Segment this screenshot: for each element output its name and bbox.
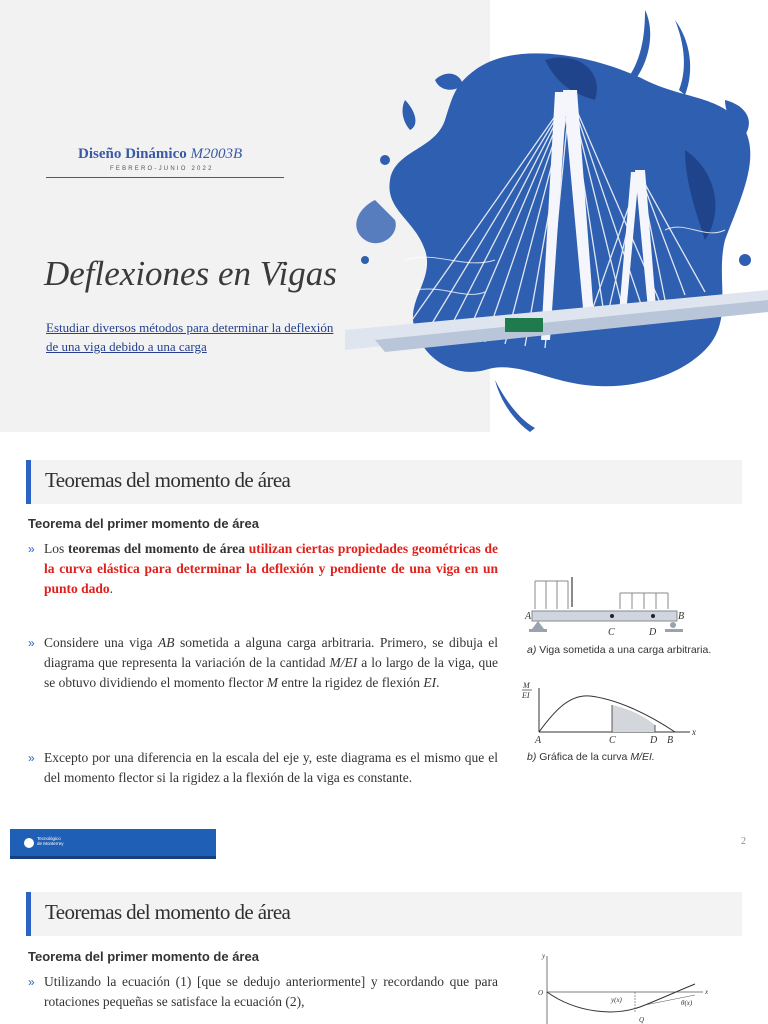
page-number: 2 xyxy=(741,836,746,847)
caption-var: M/EI. xyxy=(630,751,655,763)
label-O: O xyxy=(538,989,544,997)
section-title: Teoremas del momento de área xyxy=(45,468,291,492)
math-var: M/EI xyxy=(329,655,358,670)
label-y: y xyxy=(542,952,546,960)
text-run: . xyxy=(436,675,440,690)
slide-3 xyxy=(0,872,768,1024)
slide-subtitle: Estudiar diversos métodos para determinar la deflexión de una viga debido a una carga xyxy=(46,320,334,354)
course-divider xyxy=(46,177,284,178)
label-D: D xyxy=(649,627,657,638)
label-Q: Q xyxy=(639,1016,645,1024)
bullet-text: Excepto por una diferencia en la escala del eje y, este diagrama es el mismo que el del momento flector si la rigidez a la flexión de la viga es constante. xyxy=(44,750,498,785)
math-var: M xyxy=(266,675,278,690)
label-C: C xyxy=(609,735,616,746)
label-EI: EI xyxy=(522,691,530,700)
subheading: Teorema del primer momento de área xyxy=(28,516,259,531)
label-yx: y(x) xyxy=(611,996,622,1004)
header-accent-bar xyxy=(26,892,31,936)
bullet-1 xyxy=(28,972,498,1012)
subheading: Teorema del primer momento de área xyxy=(28,949,259,964)
curve-axis-labels xyxy=(530,732,690,746)
slide-title: Deflexiones en Vigas xyxy=(44,254,337,293)
bullet-marker: » xyxy=(28,542,35,556)
logo-text: de Monterrey xyxy=(37,841,64,846)
caption-letter: a) xyxy=(527,644,537,656)
caption-text: Viga sometida a una carga arbitraria. xyxy=(539,644,712,656)
bullet-3 xyxy=(28,748,498,788)
math-var: AB xyxy=(157,635,175,650)
highlighted-text: utilizan ciertas propiedades geométricas de la curva elástica para determinar la deflexión y pendiente de una viga en un punto dado xyxy=(44,541,499,596)
text-run: entre la rigidez de flexión xyxy=(277,675,424,690)
course-code: M2003B xyxy=(190,146,243,162)
logo-text: Tecnológico xyxy=(37,836,61,841)
header-accent-bar xyxy=(26,460,31,504)
caption-text: Gráfica de la curva xyxy=(539,751,628,763)
caption-letter: b) xyxy=(527,751,537,763)
bullet-marker: » xyxy=(28,975,35,989)
caption-b xyxy=(527,751,655,763)
institution-logo xyxy=(10,829,216,857)
label-x: x xyxy=(692,727,696,737)
semester-label: FEBRERO-JUNIO 2022 xyxy=(110,166,214,172)
course-name: Diseño Dinámico xyxy=(78,146,187,162)
bullet-text: Utilizando la ecuación (1) [que se dedujo anteriormente] y recordando que para rotaciones pequeñas se satisface la ecuación (2), xyxy=(44,974,498,1009)
bullet-1 xyxy=(28,539,498,599)
label-B: B xyxy=(667,735,674,746)
bullet-marker: » xyxy=(28,751,35,765)
label-D: D xyxy=(650,735,658,746)
caption-a xyxy=(527,644,711,656)
logo-icon xyxy=(24,838,34,848)
label-C: C xyxy=(608,627,615,638)
bullet-2 xyxy=(28,633,498,693)
bullet-marker: » xyxy=(28,636,35,650)
text-run: sometida a alguna carga arbitraria. Primero, se dibuja el diagrama que representa la variación de la cantidad xyxy=(44,635,498,670)
text-run: . xyxy=(109,581,114,596)
deflection-figure xyxy=(535,950,720,1024)
label-M: M xyxy=(523,681,530,690)
label-x: x xyxy=(705,988,709,996)
title-slide xyxy=(0,0,768,432)
section-header xyxy=(26,460,742,504)
label-A: A xyxy=(525,611,532,622)
math-var: EI xyxy=(423,675,437,690)
text-run: Considere una viga xyxy=(44,635,158,650)
course-title xyxy=(78,146,242,163)
label-theta: θ(x) xyxy=(681,999,693,1007)
bold-term: teoremas del momento de área xyxy=(67,541,245,556)
bridge-splash-image xyxy=(345,0,768,432)
slide-2 xyxy=(0,440,768,864)
section-header xyxy=(26,892,742,936)
label-B: B xyxy=(678,611,685,622)
logo-underline xyxy=(10,856,216,859)
text-run: a lo largo de la viga, que se obtuvo dividiendo el momento flector xyxy=(44,655,498,690)
text-run: Los xyxy=(44,541,68,556)
label-A: A xyxy=(535,735,542,746)
section-title: Teoremas del momento de área xyxy=(45,900,291,924)
